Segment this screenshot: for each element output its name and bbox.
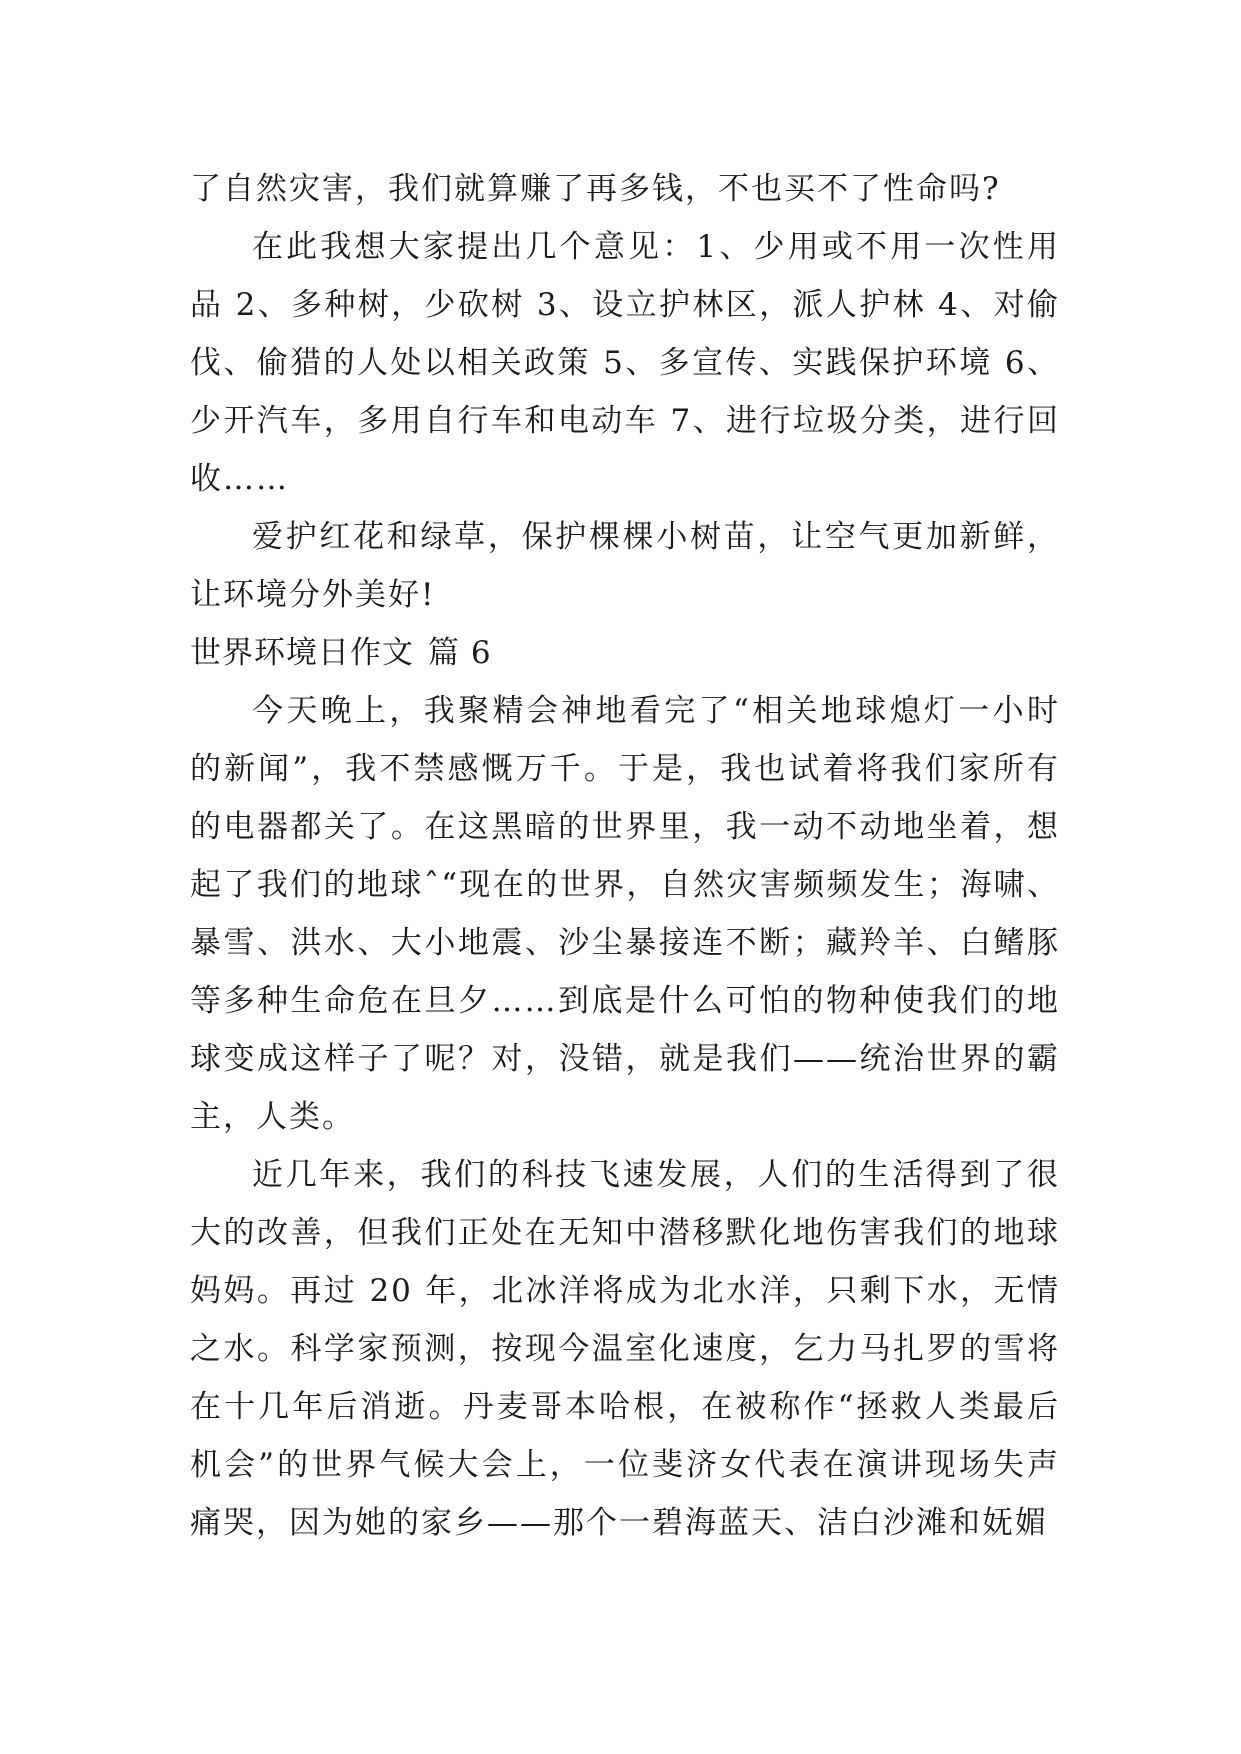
paragraph-suggestions: 在此我想大家提出几个意见：1、少用或不用一次性用品 2、多种树，少砍树 3、设立护林区，派人护林 4、对偷伐、偷猎的人处以相关政策 5、多宣传、实践保护环境 6、少开汽车，多用自行车和电动车 7、进行垃圾分类，进行回收…… <box>190 229 1060 497</box>
section-heading <box>190 624 1060 682</box>
paragraph-continuation: 了自然灾害，我们就算赚了再多钱，不也买不了性命吗? <box>190 171 1001 207</box>
section-number: 篇 6 <box>428 635 492 671</box>
paragraph-technology: 近几年来，我们的科技飞速发展，人们的生活得到了很大的改善，但我们正处在无知中潜移默化地伤害我们的地球妈妈。再过 20 年，北冰洋将成为北水洋，只剩下水，无情之水。科学家预测，按现今温室化速度，乞力马扎罗的雪将在十几年后消逝。丹麦哥本哈根，在被称作“拯救人类最后机会”的世界气候大会上，一位斐济女代表在演讲现场失声痛哭，因为她的家乡——那个一碧海蓝天、洁白沙滩和妩媚 <box>190 1157 1060 1541</box>
document-body <box>190 160 1060 1552</box>
section-title: 世界环境日作文 <box>190 635 414 671</box>
paragraph-earth-hour: 今天晚上，我聚精会神地看完了“相关地球熄灯一小时的新闻”，我不禁感慨万千。于是，我也试着将我们家所有的电器都关了。在这黑暗的世界里，我一动不动地坐着，想起了我们的地球ˆ“现在的世界，自然灾害频频发生；海啸、暴雪、洪水、大小地震、沙尘暴接连不断；藏羚羊、白鳍豚等多种生命危在旦夕……到底是什么可怕的物种使我们的地球变成这样子了呢？对，没错，就是我们——统治世界的霸主，人类。 <box>190 693 1060 1135</box>
paragraph-closing: 爱护红花和绿草，保护棵棵小树苗，让空气更加新鲜，让环境分外美好! <box>190 519 1060 613</box>
